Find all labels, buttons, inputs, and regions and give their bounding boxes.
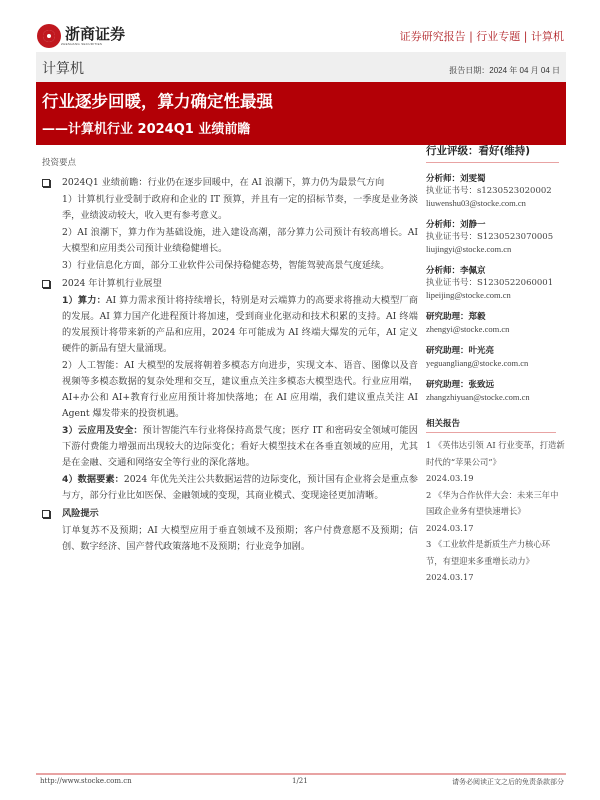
analyst-card <box>426 219 566 255</box>
assistant-card <box>426 345 566 369</box>
analyst-cert: 执业证书号：S1230523070005 <box>426 232 554 242</box>
section-q1-preview <box>40 175 418 274</box>
analyst-name: 刘静一 <box>460 220 486 230</box>
sidebar <box>426 143 566 586</box>
analyst-name: 刘雯蜀 <box>460 174 486 184</box>
page-number: 1/21 <box>292 777 308 785</box>
key-points <box>40 175 418 557</box>
analyst-role: 分析师： <box>426 266 461 276</box>
assistant-card <box>426 379 566 403</box>
analyst-email[interactable]: liuwenshu03@stocke.com.cn <box>426 198 526 208</box>
section-risk <box>40 506 418 555</box>
paragraph <box>62 293 418 357</box>
related-report-date: 2024.03.17 <box>426 522 474 533</box>
assistant-name: 叶光亮 <box>468 346 495 356</box>
checkbox-bullet-icon <box>42 280 50 288</box>
date-label: 报告日期： <box>449 66 490 75</box>
related-report-date: 2024.03.17 <box>426 572 474 582</box>
industry-rating: 行业评级：看好(维持) <box>426 143 559 163</box>
analyst-cert: 执业证书号：S1230522060001 <box>426 278 554 288</box>
assistant-name: 张致远 <box>468 380 495 390</box>
analyst-role: 分析师： <box>426 174 461 184</box>
section-heading: 2024Q1 业绩前瞻：行业仍在逐步回暖中，在 AI 浪潮下，算力仍为最景气方向 <box>62 177 385 188</box>
report-date <box>449 65 560 76</box>
paragraph: 1）计算机行业受制于政府和企业的 IT 预算，并且有一定的招标节奏，一季度是业务淡季，业绩波动较大，收入更有参考意义。 <box>62 194 418 221</box>
paragraph-lead: 1）算力： <box>62 295 106 306</box>
report-subtitle: ——计算机行业 2024Q1 业绩前瞻 <box>42 122 251 137</box>
checkbox-bullet-icon <box>42 179 50 187</box>
assistant-name: 郑毅 <box>468 312 486 322</box>
assistant-role: 研究助理： <box>426 380 469 390</box>
paragraph <box>62 472 418 504</box>
assistant-role: 研究助理： <box>426 346 469 356</box>
analyst-card <box>426 265 566 301</box>
paragraph: 2）人工智能：AI 大模型的发展将朝着多模态方向进步，实现文本、语音、图像以及音视频等多模态数据的复杂处理和交互，建议重点关注多模态大模型迭代。行业应用端，AI+办公和 AI+教育行业应用预计将加快落地；在 AI 应用端，我们建议重点关注 AI Agent 爆发带来的投资机遇。 <box>62 360 418 419</box>
key-points-label: 投资要点 <box>42 158 77 168</box>
logo-mark-icon <box>37 24 61 48</box>
assistant-email[interactable]: zhengyi@stocke.com.cn <box>426 324 510 334</box>
related-reports-heading: 相关报告 <box>426 417 556 433</box>
assistant-email[interactable]: zhangzhiyuan@stocke.com.cn <box>426 392 530 402</box>
related-report-title[interactable]: 2 《华为合作伙伴大会：未来三年中国政企业务有望快速增长》 <box>426 489 559 516</box>
analyst-card <box>426 173 566 209</box>
section-heading: 风险提示 <box>62 508 99 519</box>
paragraph: 2）AI 浪潮下，算力作为基础设施，进入建设高潮，部分算力公司预计有较高增长。AI 大模型和应用类公司预计业绩稳健增长。 <box>62 227 418 254</box>
analyst-email[interactable]: liujingyi@stocke.com.cn <box>426 244 512 254</box>
assistant-email[interactable]: yeguangliang@stocke.com.cn <box>426 358 529 368</box>
checkbox-bullet-icon <box>42 510 50 518</box>
sector-label: 计算机 <box>42 61 84 77</box>
related-report-date: 2024.03.19 <box>426 473 474 483</box>
footer-url[interactable]: http://www.stocke.com.cn <box>40 777 132 785</box>
title-banner <box>36 82 566 145</box>
analyst-email[interactable]: lipeijing@stocke.com.cn <box>426 290 511 300</box>
paragraph-lead: 3）云应用及安全： <box>62 425 143 436</box>
analyst-name: 李佩京 <box>460 266 486 276</box>
paragraph-text: 预计智能汽车行业将保持高景气度；医疗 IT 和密码安全领域可能因下游付费能力增强而出现较大的边际变化；看好大模型技术在各垂直领域的应用，尤其是在金融、交通和网络安全等行业的深化落地。 <box>62 425 418 468</box>
footer-divider <box>36 773 566 775</box>
sector-bar <box>36 52 566 82</box>
section-heading: 2024 年计算机行业展望 <box>62 278 162 289</box>
logo-text: 浙商证券 <box>65 25 126 43</box>
paragraph <box>62 423 418 471</box>
paragraph-text: AI 算力需求预计将持续增长，特别是对云端算力的高要求将推动大模型厂商的发展。AI 算力国产化进程预计将加速，受到商业化驱动和技术积累的支持。AI 终端的发展预计将带来新的产品和应用，2024 年可能成为 AI 终端大爆发的元年，AI 定义硬件的新品有望大量涌现。 <box>62 295 418 354</box>
assistant-role: 研究助理： <box>426 312 469 322</box>
analyst-cert: 执业证书号：s1230523020002 <box>426 186 552 196</box>
analyst-role: 分析师： <box>426 220 461 230</box>
section-2024-outlook <box>40 276 418 504</box>
paragraph-lead: 4）数据要素： <box>62 474 124 485</box>
report-title: 行业逐步回暖，算力确定性最强 <box>42 92 273 111</box>
related-report-title[interactable]: 1 《英伟达引领 AI 行业变革，打造新时代的“苹果公司”》 <box>426 440 565 467</box>
paragraph-text: 2024 年优先关注公共数据运营的边际变化，预计国有企业将会是重点参与方，部分行业比如医保、金融领域的变现，其商业模式、变现途径更加清晰。 <box>62 474 418 501</box>
report-category-nav: 证券研究报告 | 行业专题 | 计算机 <box>399 30 564 43</box>
logo-subtext: ZHESHANG SECURITIES <box>61 42 103 46</box>
assistant-card <box>426 311 566 335</box>
related-reports-list <box>426 437 566 586</box>
paragraph: 订单复苏不及预期；AI 大模型应用于垂直领域不及预期；客户付费意愿不及预期；信创、数字经济、国产替代政策落地不及预期；行业竞争加剧。 <box>62 525 418 552</box>
related-report-title[interactable]: 3 《工业软件是新质生产力核心环节，有望迎来多重增长动力》 <box>426 539 551 566</box>
company-logo <box>37 24 125 48</box>
paragraph: 3）行业信息化方面，部分工业软件公司保持稳健态势，智能驾驶高景气度延续。 <box>62 260 390 271</box>
footer-disclaimer: 请务必阅读正文之后的免责条款部分 <box>452 778 564 786</box>
date-value: 2024 年 04 月 04 日 <box>489 66 560 75</box>
